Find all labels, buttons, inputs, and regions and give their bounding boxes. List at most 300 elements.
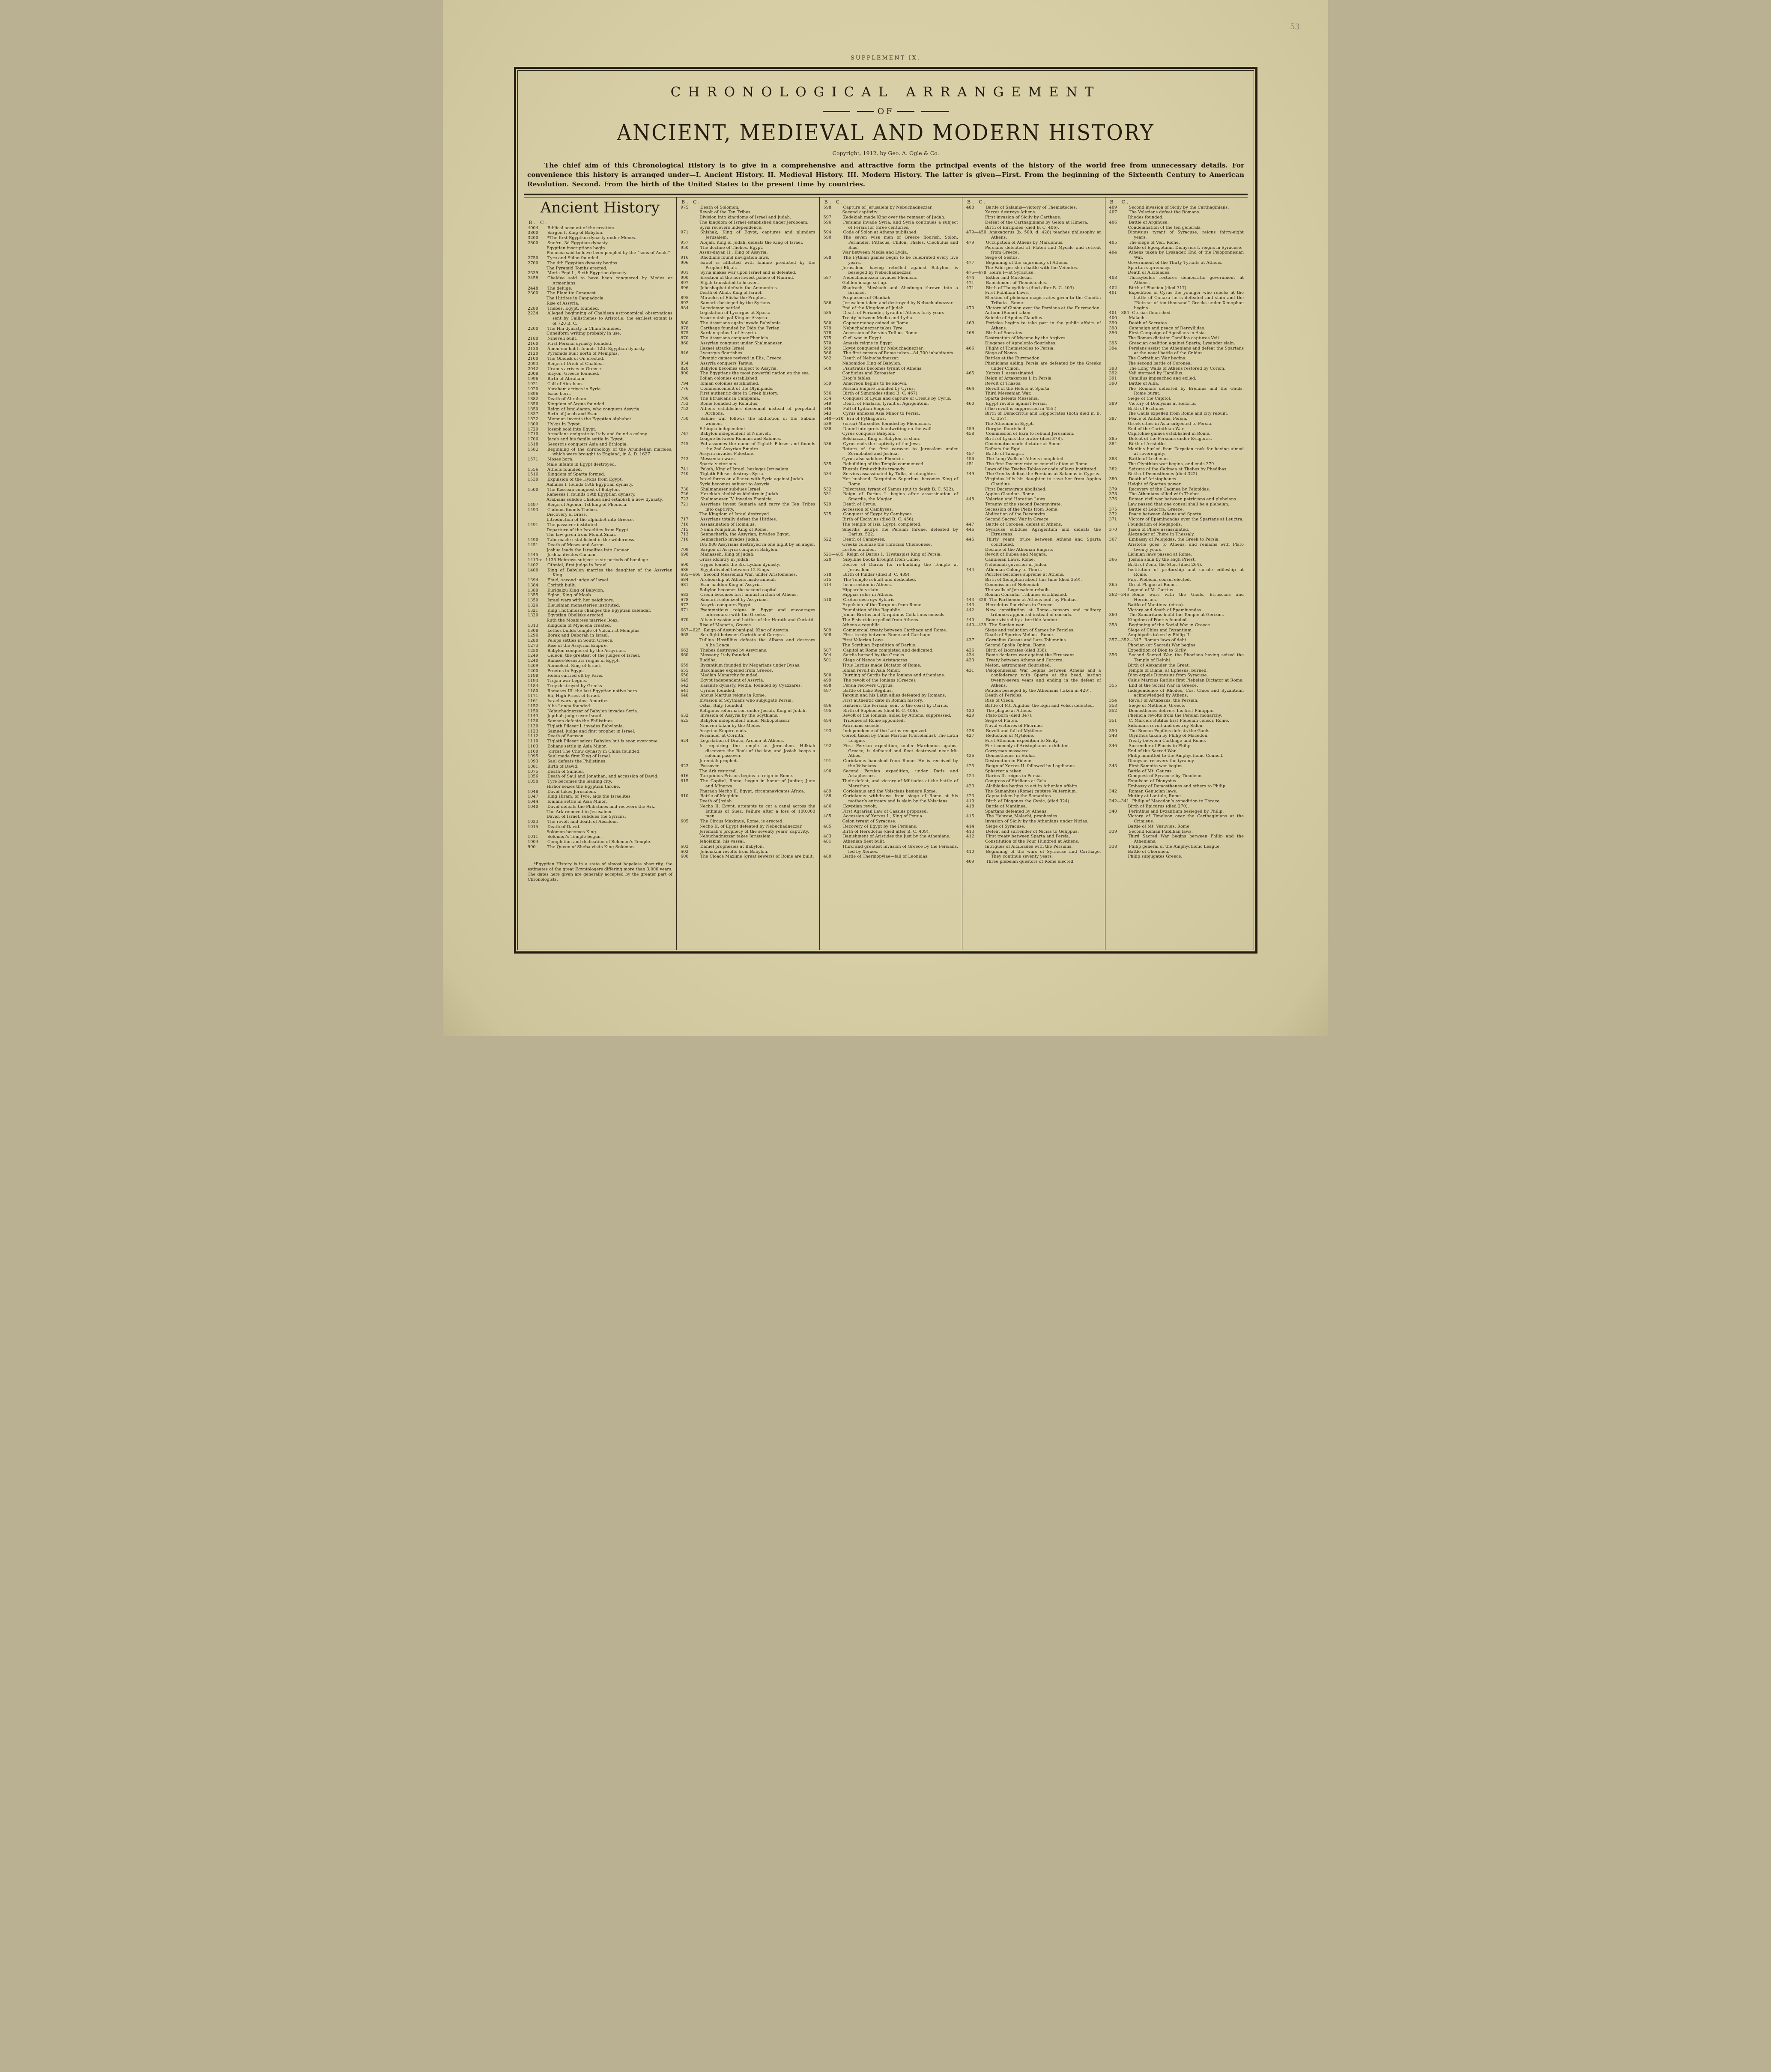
chronology-entry: The second battle of Coronea. [1128, 361, 1192, 366]
entry-year: 423 [966, 794, 974, 799]
chronology-entry: The Ark removed to Jerusalem. [547, 809, 613, 814]
chronology-entry: 1100 (circa) The Chow dynasty in China founded. [528, 749, 641, 754]
entry-year: 895 [681, 296, 689, 301]
entry-year: 569 [823, 346, 832, 351]
columns [524, 197, 1248, 950]
chronology-entry: 875 Sardanapalus I. of Assyria. [681, 331, 758, 336]
supplement-label: SUPPLEMENT IX. [851, 55, 920, 61]
chronology-entry: Aristotle goes to Athens, and remains with Plato twenty years. [1128, 542, 1244, 552]
chronology-entry: 360 The Samaritans build the Temple at Gerizim. [1109, 613, 1224, 618]
entry-year: 1040 [528, 804, 538, 809]
chronology-entry: Nineveh taken by the Medes. [699, 723, 762, 728]
chronology-entry: Golden image set up. [842, 280, 887, 285]
entry-year: 1320 [528, 613, 538, 618]
chronology-entry: 393 The Long Walls of Athens restored by Corion. [1109, 366, 1226, 371]
chronology-entry: 1123 Samuel, judge and first prophet in Israel. [528, 729, 636, 734]
chronology-entry: 1193 Trojan war begins. [528, 679, 588, 684]
entry-year: 382 [1109, 466, 1117, 472]
entry-year: 1313 [528, 623, 538, 628]
entry-year: 380 [1109, 477, 1117, 482]
chronology-entry: 713 Sennacherib, the Assyrian, invades Egypt. [681, 532, 790, 537]
entry-year: 1152 [528, 703, 538, 709]
entry-year: 394 [1109, 346, 1117, 351]
chronology-entry: The Kingdom of Israel destroyed. [699, 512, 771, 517]
entry-year: 2200 [528, 326, 538, 331]
entry-year: 741 [681, 466, 689, 472]
entry-year: 474 [966, 275, 974, 281]
chronology-entry: Revolt of Eubea and Megara. [985, 552, 1047, 557]
column-2 [676, 197, 819, 950]
chronology-entry: 2448 The deluge. [528, 286, 573, 291]
chronology-entry: The Olynthian war begins, and ends 379. [1128, 461, 1216, 466]
chronology-entry: Defeat of the Carthaginians by Gelon at Himera. [985, 220, 1089, 225]
entry-year: 477 [966, 260, 974, 265]
chronology-entry: Dionysius recovers the tyranny. [1128, 759, 1195, 764]
chronology-entry: Nebuchadnezzar takes Jerusalem. [699, 834, 772, 839]
chronology-entry: Revolt of Thasos. [985, 381, 1022, 386]
entry-year: 538 [823, 426, 832, 431]
chronology-entry: Birth of Herodotus (died after B. C. 409). [842, 829, 930, 834]
entry-year: 1400 [528, 568, 538, 573]
entry-year: 834 [681, 361, 689, 366]
chronology-entry: Rameses I. founds 19th Egyptian dynasty. [547, 492, 636, 497]
entry-list [528, 226, 672, 850]
chronology-entry: 379 Recovery of the Cadmea by Pelopidas. [1109, 487, 1210, 492]
chronology-entry: 356 Second Sacred War, the Phocians having seized the Temple of Delphi. [1109, 653, 1244, 663]
chronology-entry: 575 Civil war in Egypt. [823, 336, 883, 341]
chronology-entry: 458 Commission of Ezra to rebuild Jerusalem. [966, 431, 1075, 437]
entry-year: 602 [681, 849, 689, 854]
chronology-entry: War between Media and Lydia. [842, 250, 908, 255]
chronology-entry: 597 Zedekiah made King over the remnant of Judah. [823, 215, 946, 220]
chronology-entry: 444 Athenian Colony to Thurii. [966, 567, 1042, 572]
chronology-entry: 446 Syracuse subdues Agrigentum and defeats the Etruscans. [966, 527, 1101, 537]
entry-year: 713 [681, 532, 689, 537]
chronology-entry: 632 Invasion of Assyria by the Scythians. [681, 713, 779, 718]
entry-year: 490 [823, 768, 832, 774]
chronology-entry: 1394 Ehud, second judge of Israel. [528, 578, 609, 583]
chronology-entry: Meton, astronomer, flourished. [985, 663, 1051, 668]
entry-year: 1023 [528, 819, 538, 825]
chronology-entry: 395 Greecian coalition against Sparta; Lysander slain. [1109, 341, 1235, 346]
chronology-entry: Birth of Alexander the Great. [1128, 663, 1190, 668]
chronology-entry: First Valerian Laws. [842, 638, 885, 643]
chronology-entry: Ruth the Moabitess marries Boaz. [547, 618, 619, 623]
entry-year: 400 [1109, 316, 1117, 321]
chronology-entry: 540—510 Era of Pythagoras. [823, 416, 886, 422]
entry-year: 685—668 [681, 572, 701, 577]
chronology-entry: 569 Egypt conquered by Nebuchadnezzar. [823, 346, 924, 351]
chronology-entry: 490 Second Persian expedition, under Datis and Artaphernes. [823, 768, 958, 779]
chronology-entry: 1296 Borak and Deborah in Israel. [528, 633, 609, 638]
chronology-entry: 2042 Uranus arrives in Greece. [528, 366, 603, 371]
entry-year: 360 [1109, 613, 1117, 618]
chronology-entry: 2130 Amen-em-hat I. founds 12th Egyptian dynasty. [528, 346, 646, 351]
chronology-entry: The Corinthian War begins. [1128, 356, 1186, 361]
entry-list [1109, 205, 1244, 860]
entry-year: 662 [681, 648, 689, 653]
entry-year: 892 [681, 300, 689, 305]
chronology-entry: 2120 Pyramids built north of Memphis. [528, 351, 619, 356]
entry-year: 444 [966, 567, 974, 572]
entry-year: 354 [1109, 698, 1117, 703]
page-frame [514, 67, 1257, 954]
chronology-entry: 1350 Israel wars with her neighbors. [528, 598, 614, 603]
entry-year: 971 [681, 230, 689, 235]
entry-list [681, 205, 815, 860]
entry-year: 483 [823, 834, 832, 839]
chronology-entry: 407 The Volscians defeat the Romans. [1109, 210, 1201, 215]
chronology-entry: Jehoiakim, his vassal. [699, 839, 745, 844]
entry-year: 384 [1109, 441, 1117, 446]
entry-year: 1296 [528, 633, 538, 638]
chronology-entry: 681 Esar-haddon King of Assyria. [681, 582, 762, 587]
entry-year: 672 [681, 602, 689, 607]
chronology-entry: 1321 King Thothmosis changes the Egyptian calendar. [528, 608, 651, 613]
chronology-entry: Sparta defeats Messenia. [985, 396, 1039, 401]
chronology-entry: The Pyramid Tombs erected. [547, 266, 608, 271]
chronology-entry: 1110 Tiglath Pileser seizes Babylon but is soon overcome. [528, 739, 659, 744]
chronology-entry: 1837 Birth of Jacob and Esau. [528, 412, 599, 417]
chronology-entry: 521—485 Reign of Darius I. (Hystaspis) King of Persia. [823, 552, 942, 557]
chronology-entry: Hazael attacks Israel. [699, 346, 746, 351]
column-4 [962, 197, 1105, 950]
chronology-entry: First Pubillian Laws. [985, 290, 1029, 296]
chronology-entry: 355 End of the Social War in Greece. [1109, 683, 1198, 688]
entry-year: 554 [823, 396, 832, 401]
entry-year: 414 [966, 824, 974, 829]
chronology-entry: 1920 Abraham arrives in Syria. [528, 386, 602, 392]
entry-year: 534 [823, 472, 832, 477]
chronology-entry: 1200 Proetus in Egypt. [528, 668, 585, 673]
entry-year: 1618 [528, 442, 538, 447]
chronology-entry: 185,000 Assyrians destroyed in one night by an angel. [699, 542, 815, 547]
chronology-entry: Dion expels Dionysius from Syracuse. [1128, 673, 1208, 678]
chronology-entry: In repairing the temple at Jerusalem. Hilkiah discovers the Book of the law, and Josiah keeps a solemn passover. [699, 743, 815, 759]
chronology-entry: 641 Cyrene founded. [681, 688, 736, 693]
entry-year: 415 [966, 814, 974, 819]
entry-year: 1350 [528, 598, 538, 603]
chronology-entry: 401 Expedition of Cyrus the younger who rebels; at the battle of Cunaxa he is defeated and slain and the “Retreat of ten thousand” Greeks under Xenophon begins. [1109, 290, 1244, 311]
entry-year: 366 [1109, 557, 1117, 562]
chronology-entry: The Gauls expelled from Rome and city rebuilt. [1128, 411, 1229, 416]
entry-year: 1530 [528, 477, 538, 482]
chronology-entry: 1856 Kingdom of Argus founded. [528, 401, 606, 407]
chronology-entry: 471 Banishment of Themistocles. [966, 280, 1048, 285]
chronology-entry: Rise of Assyria. [547, 301, 579, 306]
entry-year: 425 [966, 763, 974, 768]
chronology-entry: Her husband, Tarquinius Superbus, becomes King of Rome. [842, 477, 958, 487]
entry-year: 1582 [528, 447, 538, 452]
divider-dash [823, 111, 850, 112]
entry-year: 870 [681, 336, 689, 341]
chronology-entry: 2539 Meria Pepi I., Sixth Egyptian dynasty. [528, 271, 627, 276]
entry-year: 448 [966, 497, 974, 502]
chronology-entry: 1729 Joseph sold into Egypt. [528, 427, 597, 432]
chronology-entry: Alexander of Phere in Thessaly. [1128, 532, 1195, 537]
entry-year: 1490 [528, 538, 538, 543]
entry-year: 1850 [528, 407, 538, 412]
chronology-entry: Phocian (or Sacred) War begins. [1128, 643, 1197, 648]
chronology-entry: 672 Assyria conquers Egypt. [681, 602, 752, 607]
entry-year: 641 [681, 688, 689, 693]
entry-year: 2458 [528, 276, 538, 281]
entry-year: 1920 [528, 386, 538, 392]
entry-year: 570 [823, 341, 832, 346]
chronology-entry: Rise of Magaria, Greece. [699, 622, 753, 628]
chronology-entry: Battle of Cheronea. [1128, 849, 1170, 854]
entry-year: 396 [1109, 331, 1117, 336]
chronology-entry: 645 Egypt independent of Assyria. [681, 678, 765, 683]
entry-year: 747 [681, 431, 689, 437]
entry-year: 616 [681, 774, 689, 779]
entry-year: 459 [966, 426, 974, 431]
chronology-entry: Introduction of the alphabet into Greece. [547, 517, 634, 523]
chronology-entry: 391 Camillus impeached and exiled. [1109, 376, 1197, 381]
chronology-entry: 522 Death of Cambyses. [823, 537, 886, 542]
chronology-entry: 1493 Cadmus founds Thebes. [528, 507, 598, 512]
chronology-entry: Decline of the Athenian Empire. [985, 547, 1054, 552]
chronology-entry: 425 Reign of Xerxes II. followed by Logdianus. [966, 763, 1076, 768]
chronology-entry: 412 First treaty between Sparta and Persia. [966, 834, 1070, 839]
chronology-entry: 504 Sardis burned by the Greeks. [823, 653, 906, 658]
era-label: B. C. [967, 199, 987, 205]
chronology-entry: 489 Coriolanus and the Volscians besiege Rome. [823, 789, 937, 794]
entry-year: 362—346 [1109, 592, 1129, 598]
chronology-entry: 1198 Helen carried off by Paris. [528, 673, 603, 679]
chronology-entry: Hippias rules in Athens. [842, 592, 893, 598]
entry-year: 1093 [528, 759, 538, 764]
chronology-entry: 1093 Saul defeats the Philistines. [528, 759, 607, 764]
chronology-entry: The Samanites (Rome) capture Valternium. [985, 789, 1077, 794]
entry-year: 580 [823, 320, 832, 326]
chronology-entry: Jeremiah’s prophecy of the seventy years’ captivity. [699, 829, 809, 834]
chronology-entry: 1047 King Hiram, of Tyre, aids the Israelites. [528, 794, 632, 799]
chronology-entry: 560 Pisistratus becomes tyrant of Athens. [823, 366, 923, 371]
entry-year: 2234 [528, 311, 538, 316]
entry-year: 339 [1109, 829, 1117, 834]
entry-year: 1355 [528, 593, 538, 598]
chronology-entry: Third Sacred War begins between Philip and the Athenians. [1128, 834, 1244, 844]
entry-year: 351 [1109, 718, 1117, 724]
entry-year: 3200 [528, 236, 538, 241]
chronology-entry: 480 Battle of Thermopylae—fall of Leonidas. [823, 854, 929, 859]
chronology-entry: 1130 Tiglath Pileser I. invades Babylonia. [528, 724, 624, 729]
chronology-entry: Tyranny of the second Decemvirate. [985, 502, 1062, 507]
chronology-entry: 479 Occupation of Athens by Mardonius. [966, 240, 1064, 245]
chronology-entry: 464 Revolt of the Helots at Sparta. [966, 386, 1051, 391]
entry-year: 418 [966, 804, 974, 809]
entry-year: 353 [1109, 703, 1117, 708]
chronology-entry: Capitoline games established in Rome. [1128, 431, 1211, 437]
chronology-entry: Commission of Nehemiah. [985, 582, 1041, 587]
chronology-entry: Second Sacred War in Greece. [985, 517, 1050, 522]
entry-year: 499 [823, 678, 832, 683]
entry-list [966, 205, 1101, 864]
chronology-entry: Battle of Egospotami. Dionysius I. reigns in Syracuse. [1128, 245, 1242, 250]
chronology-entry: Dionysius tyrant of Syracuse; reigns thirty-eight years. [1128, 230, 1244, 240]
entry-year: 721 [681, 502, 689, 507]
chronology-entry: Roman Consular Tribunes established. [985, 592, 1068, 598]
chronology-entry: 1171 Eli, High Priest of Israel. [528, 694, 600, 699]
entry-year: 495 [823, 708, 832, 713]
chronology-entry: 400 Malachi. [1109, 316, 1147, 321]
chronology-entry: Caius Marcius Ratilus first Plebeian Dictator at Rome. [1128, 678, 1244, 683]
chronology-entry: Athens a republic. [842, 622, 881, 628]
entry-year: 730 [681, 487, 689, 492]
entry-year: 423 [966, 783, 974, 789]
chronology-entry: 525 Conquest of Egypt by Cambyses. [823, 512, 913, 517]
chronology-entry: Legislation of Lycurgus at Sparta. [699, 311, 772, 316]
chronology-entry: 1044 Ionians settle in Asia Minor. [528, 799, 607, 804]
entry-year: 536 [823, 441, 832, 446]
entry-year: 498 [823, 683, 832, 688]
chronology-entry: Birth of Zeno, the Stoic (died 264). [1128, 562, 1203, 567]
chronology-entry: 1011 Solomon’s Temple begun. [528, 834, 602, 840]
chronology-entry: 538 Daniel interprets handwriting on the wall. [823, 426, 933, 431]
entry-year: 387 [1109, 416, 1117, 422]
chronology-entry: Return of the first caravan to Jerusalem under Zerubbabel and Joshua. [842, 446, 958, 457]
entry-year: 1249 [528, 653, 538, 658]
entry-year: 428 [966, 728, 974, 733]
chronology-entry: 410 Beginning of the wars of Syracuse and Carthage. They continue seventy years. [966, 849, 1101, 859]
chronology-entry: 509 Commercial treaty between Carthage and Rome. [823, 628, 947, 633]
chronology-entry: Persians defeated at Platea and Mycale and retreat from Greece. [985, 245, 1101, 255]
chronology-entry: 429 Plato born (died 347). [966, 713, 1033, 718]
chronology-entry: 1103 Eolians settle in Asia Minor. [528, 744, 607, 749]
entry-year: 2180 [528, 336, 538, 341]
entry-year: 504 [823, 653, 832, 658]
entry-year: 1200 [528, 668, 538, 673]
chronology-entry: 1355 Eglon, King of Moab. [528, 593, 592, 598]
chronology-entry: 1384 Corinth built. [528, 583, 576, 588]
chronology-entry: 342 Roman Genucian laws. [1109, 789, 1177, 794]
entry-year: 1326 [528, 603, 538, 608]
entry-year: 510 [823, 598, 832, 603]
chronology-entry: First Plebeian consul elected. [1128, 577, 1191, 583]
chronology-entry: Corioli taken by Caius Martius (Coriolanus). The Latin League. [842, 733, 958, 744]
chronology-entry: 598 Capture of Jerusalem by Nebuchadnezzar. [823, 205, 933, 210]
entry-year: 465 [966, 371, 974, 376]
chronology-entry: 529 Death of Cyrus. [823, 502, 877, 507]
chronology-entry: 2160 First Persian dynasty founded. [528, 341, 612, 346]
entry-year: 878 [681, 326, 689, 331]
chronology-entry: 447 Battle of Coronea, defeat of Athens. [966, 522, 1063, 527]
chronology-entry: Destruction of Mycene by the Argives. [985, 336, 1067, 341]
entry-year: 1556 [528, 467, 538, 472]
chronology-entry: 623 Passover. [681, 763, 720, 768]
chronology-entry: 1996 Birth of Abraham. [528, 377, 586, 382]
entry-year: 442 [966, 607, 974, 613]
chronology-entry: Cuneiform writing probably in use. [547, 331, 621, 336]
entry-year: 750 [681, 416, 689, 422]
chronology-entry: 578 Accession of Servius Tullius, Rome. [823, 331, 919, 336]
chronology-entry: 449 The Greeks defeat the Persians at Salamus in Cyprus. [966, 472, 1101, 477]
entry-year: 671 [681, 607, 689, 613]
chronology-entry: Cyrus also subdues Phenicia. [842, 457, 905, 462]
chronology-entry: 546 Fall of Lydian Empire. [823, 406, 890, 411]
chronology-entry: Philip admitted to the Amphyctionic Council. [1128, 753, 1224, 759]
chronology-entry: 385 Defeat of the Persians under Evagoras. [1109, 437, 1212, 442]
chronology-entry: Esop’s fables. [842, 376, 872, 381]
entry-year: 950 [681, 245, 689, 250]
entry-year: 1500 [528, 487, 538, 492]
chronology-entry: The temple of Isis, Egypt, completed. [842, 522, 922, 527]
entry-year: 405 [1109, 240, 1117, 245]
section-heading: Ancient History [540, 199, 660, 216]
chronology-entry: Birth of Eschines. [1128, 406, 1166, 411]
chronology-entry: The Ark restored. [699, 768, 737, 774]
entry-year: 752 [681, 406, 689, 411]
chronology-entry: (The revolt is suppressed in 455.) [985, 406, 1057, 411]
chronology-entry: Congress of Sicilians at Gela. [985, 779, 1048, 784]
entry-year: 800 [681, 371, 689, 376]
chronology-entry: 715 Numa Pompilius, King of Rome. [681, 527, 768, 532]
chronology-entry: 562 Death of Nebuchadnezzar. [823, 356, 899, 361]
entry-year: 457 [966, 451, 974, 457]
entry-year: 642 [681, 683, 689, 688]
chronology-entry: Birth of Epicurus (died 270). [1128, 804, 1189, 809]
chronology-entry: Siege and reduction of Samos by Pericles. [985, 628, 1075, 633]
entry-year: 2300 [528, 291, 538, 296]
chronology-entry: Secession of the Plebs from Rome. [985, 507, 1059, 512]
chronology-entry: 1402 Othniel, first judge in Israel. [528, 562, 608, 568]
entry-year: 391 [1109, 376, 1117, 381]
chronology-entry: 459 Gorgias flourished. [966, 426, 1027, 431]
chronology-entry: 1180 Rameses III. the last Egyptian native hero. [528, 688, 639, 694]
chronology-entry: 1048 David takes Jerusalem. [528, 789, 597, 794]
chronology-entry: Philip subjugates Greece. [1128, 854, 1183, 859]
chronology-entry: 480 Battle of Salamis—victory of Themistocles. [966, 205, 1077, 210]
entry-year: 1161 [528, 699, 538, 704]
chronology-entry: The kingdom of Israel established under Jeroboam. [699, 220, 809, 225]
chronology-entry: 590 The seven wise men of Greece flourish, Solon, Periander, Pittacus, Chilon, Thales, Cleobulus and Bias. [823, 235, 958, 250]
column-3 [819, 197, 962, 950]
chronology-entry: Victory of Timoleon over the Carthaginians at the Crimisus. [1128, 814, 1244, 824]
entry-year: 531 [823, 492, 832, 497]
intro-paragraph: The chief aim of this Chronological History is to give in a comprehensive and attractive form the principal events of the history of the world free from unnecessary details. For convenience this history is arranged under—I. Ancient History. II. Medieval History. III. Modern History. The latter is given—First. From the beginning of the Sixteenth Century to American Revolution. Second. From the birth of the United States to the present time by countries. [527, 161, 1244, 188]
chronology-entry: Birth of Euripides (died B. C. 406). [985, 225, 1059, 230]
chronology-entry: Gelon tyrant of Syracuse. [842, 819, 896, 824]
chronology-entry: Thespis first exhibits tragedy. [842, 466, 905, 472]
chronology-entry: Confucius and Zoroaster. [842, 371, 896, 376]
chronology-entry: 409 Three plebeian questors of Rome elected. [966, 859, 1075, 864]
chronology-entry: Government of the Thirty Tyrants at Athens. [1128, 260, 1223, 265]
column-5 [1105, 197, 1248, 950]
chronology-entry: 1618 Sesostris conquers Asia and Ethiopia. [528, 442, 628, 447]
entry-year: 916 [681, 255, 689, 260]
chronology-entry: 1023 The revolt and death of Absalom. [528, 819, 618, 825]
entry-year: 470 [966, 305, 974, 311]
entry-year: 1048 [528, 789, 538, 794]
chronology-entry: First Athenian expedition to Sicily. [985, 739, 1059, 744]
entry-year: 723 [681, 497, 689, 502]
page-title: CHRONOLOGICAL ARRANGEMENT [670, 84, 1101, 100]
entry-year: 401 [1109, 290, 1117, 296]
chronology-entry: Second Spolia Opima, Rome. [985, 643, 1047, 648]
chronology-entry: 501 Siege of Naxos by Aristagoras. [823, 658, 909, 663]
entry-year: 346 [1109, 743, 1117, 748]
entry-year: 343 [1109, 763, 1117, 768]
entry-year: 392 [1109, 371, 1117, 376]
chronology-entry: Treaty between Carthage and Rome. [1128, 739, 1207, 744]
chronology-entry: 2750 Tyre and Sidon founded. [528, 256, 600, 261]
entry-year: 1050 [528, 779, 538, 784]
entry-year: 451 [966, 461, 974, 466]
chronology-entry: First Agrarian Law of Cassius proposed. [842, 809, 928, 814]
chronology-entry: The Roman dictator Camillos captures Veii. [1128, 336, 1221, 341]
entry-year: 623 [681, 763, 689, 768]
